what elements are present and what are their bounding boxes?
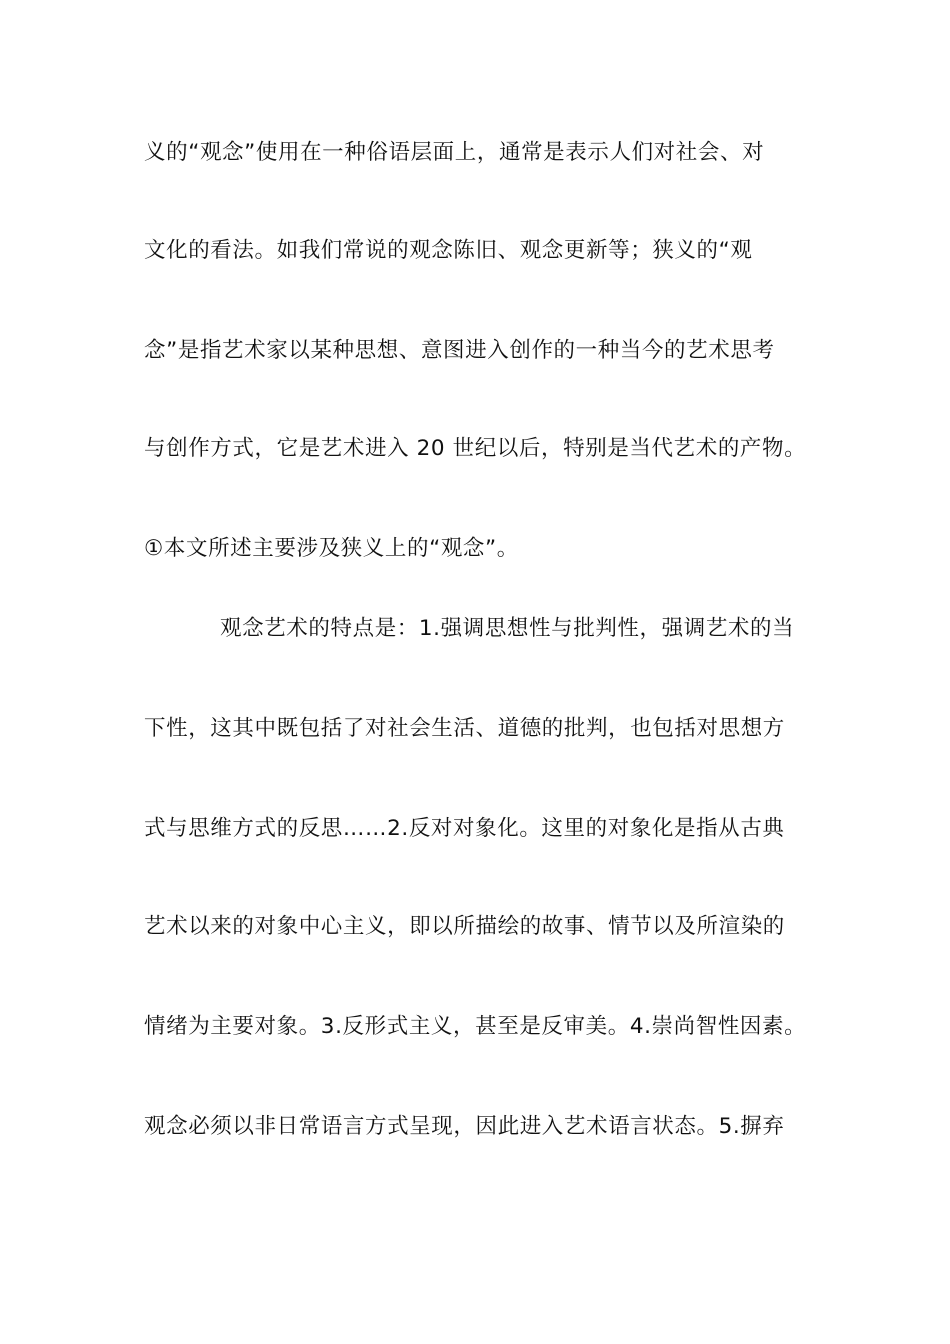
text-line: 下性，这其中既包括了对社会生活、道德的批判，也包括对思想方 <box>144 716 785 741</box>
text-line: 文化的看法。如我们常说的观念陈旧、观念更新等；狭义的“观 <box>144 238 753 263</box>
footnote-line: ①本文所述主要涉及狭义上的“观念”。 <box>144 536 519 561</box>
text-line: 观念必须以非日常语言方式呈现，因此进入艺术语言状态。5.摒弃 <box>144 1114 785 1139</box>
paragraph-first-line: 观念艺术的特点是：1.强调思想性与批判性，强调艺术的当 <box>220 616 795 641</box>
text-line: 与创作方式，它是艺术进入 20 世纪以后，特别是当代艺术的产物。 <box>144 436 807 461</box>
text-line: 念”是指艺术家以某种思想、意图进入创作的一种当今的艺术思考 <box>144 338 775 363</box>
text-line: 式与思维方式的反思……2.反对对象化。这里的对象化是指从古典 <box>144 816 785 841</box>
text-line: 义的“观念”使用在一种俗语层面上，通常是表示人们对社会、对 <box>144 140 765 165</box>
text-line: 艺术以来的对象中心主义，即以所描绘的故事、情节以及所渲染的 <box>144 914 785 939</box>
text-line: 情绪为主要对象。3.反形式主义，甚至是反审美。4.崇尚智性因素。 <box>144 1014 807 1039</box>
